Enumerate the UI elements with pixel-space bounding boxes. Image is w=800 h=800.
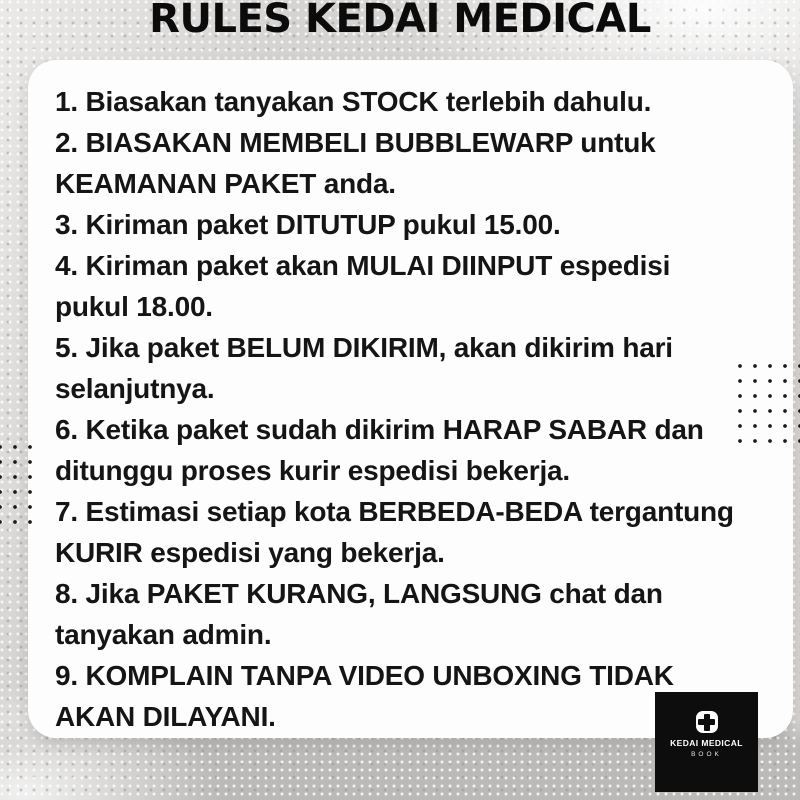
rule-item — [55, 204, 788, 245]
rule-item — [55, 409, 788, 491]
rules-card — [28, 60, 793, 738]
rule-line: 3. Kiriman paket DITUTUP pukul 15.00. — [55, 209, 561, 240]
rule-line: 8. Jika PAKET KURANG, LANGSUNG chat dan — [55, 578, 663, 609]
rule-line: 9. KOMPLAIN TANPA VIDEO UNBOXING TIDAK — [55, 660, 674, 691]
rule-item — [55, 573, 788, 655]
dot-grid-right-decoration — [737, 363, 800, 451]
rule-line: AKAN DILAYANI. — [55, 701, 276, 732]
rule-line: 7. Estimasi setiap kota BERBEDA-BEDA tergantung — [55, 496, 734, 527]
rule-line: pukul 18.00. — [55, 291, 213, 322]
rule-line: KEAMANAN PAKET anda. — [55, 168, 396, 199]
rule-line: tanyakan admin. — [55, 619, 272, 650]
rule-item — [55, 81, 788, 122]
brand-subtitle: BOOK — [691, 751, 722, 758]
rule-line: 5. Jika paket BELUM DIKIRIM, akan dikirim hari — [55, 332, 673, 363]
rules-list — [55, 81, 788, 737]
rule-item — [55, 327, 788, 409]
brand-name: KEDAI MEDICAL — [670, 738, 743, 748]
rule-line: ditunggu proses kurir espedisi bekerja. — [55, 455, 571, 486]
rule-line: 2. BIASAKAN MEMBELI BUBBLEWARP untuk — [55, 127, 656, 158]
rule-item — [55, 245, 788, 327]
medical-cross-icon — [696, 711, 718, 733]
rule-item — [55, 122, 788, 204]
rule-line: 1. Biasakan tanyakan STOCK terlebih dahulu. — [55, 86, 652, 117]
dot-grid-left-decoration — [0, 444, 35, 532]
rule-line: KURIR espedisi yang bekerja. — [55, 537, 445, 568]
rule-line: 6. Ketika paket sudah dikirim HARAP SABAR dan — [55, 414, 704, 445]
poster-title: RULES KEDAI MEDICAL — [149, 0, 651, 42]
brand-logo — [655, 692, 758, 792]
rule-line: selanjutnya. — [55, 373, 215, 404]
cross-vertical-bar — [704, 714, 710, 731]
rule-item — [55, 491, 788, 573]
rule-line: 4. Kiriman paket akan MULAI DIINPUT espedisi — [55, 250, 671, 281]
